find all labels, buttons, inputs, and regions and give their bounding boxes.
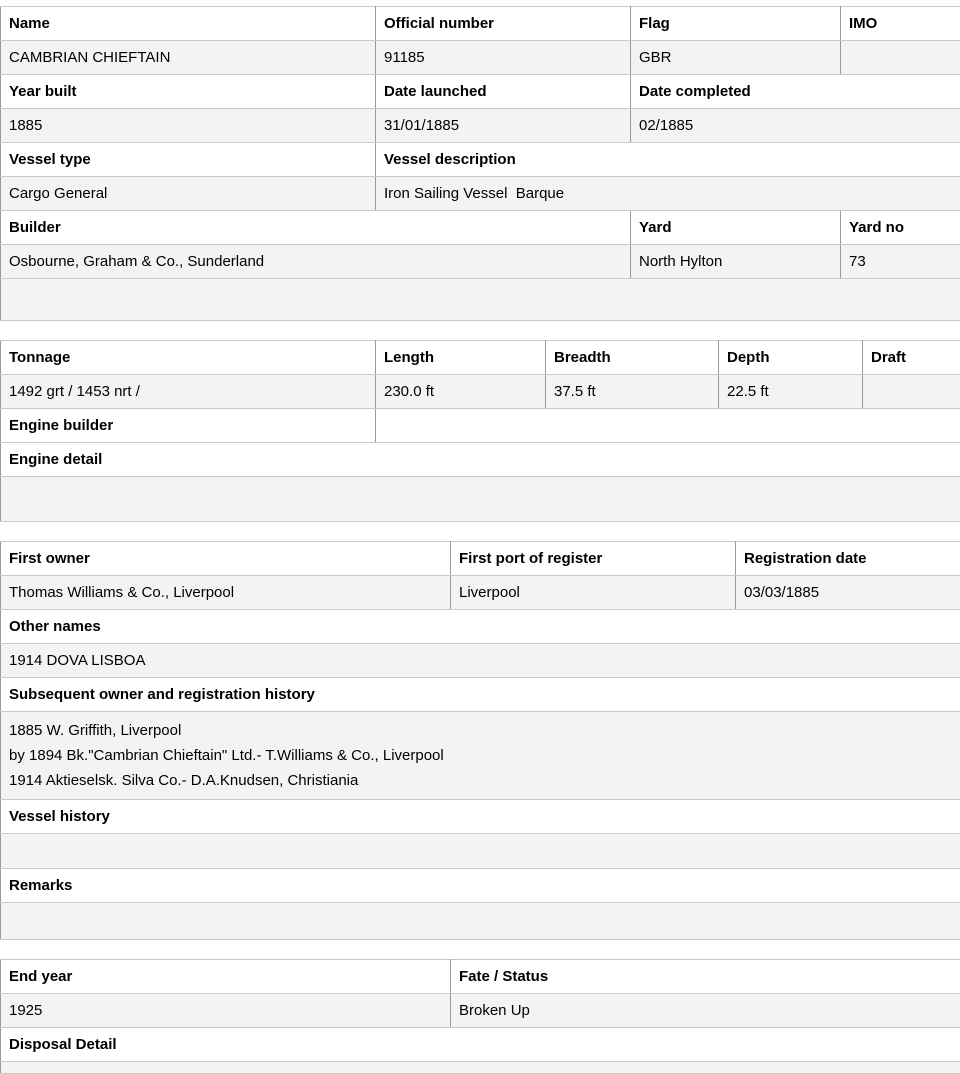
table-row — [1, 834, 960, 869]
first-owner-value: Thomas Williams & Co., Liverpool — [1, 576, 451, 610]
subsequent-owner-value — [1, 712, 960, 800]
table-row — [1, 279, 960, 321]
vessel-type-value: Cargo General — [1, 177, 376, 211]
date-launched-header: Date launched — [376, 75, 631, 109]
length-header: Length — [376, 341, 546, 375]
draft-value — [863, 375, 960, 409]
table-row — [1, 542, 960, 576]
disposal-detail-header: Disposal Detail — [1, 1028, 960, 1062]
subsequent-owner-line: 1885 W. Griffith, Liverpool — [9, 718, 952, 743]
date-completed-header: Date completed — [631, 75, 960, 109]
table-row — [1, 644, 960, 678]
table-row — [1, 109, 960, 143]
subsequent-owner-line: by 1894 Bk."Cambrian Chieftain" Ltd.- T.Williams & Co., Liverpool — [9, 743, 952, 768]
name-value: CAMBRIAN CHIEFTAIN — [1, 41, 376, 75]
vessel-type-header: Vessel type — [1, 143, 376, 177]
flag-value: GBR — [631, 41, 841, 75]
remarks-value — [1, 903, 960, 940]
table-row — [1, 869, 960, 903]
end-year-header: End year — [1, 960, 451, 994]
table-row — [1, 409, 960, 443]
fate-status-header: Fate / Status — [451, 960, 960, 994]
tonnage-value: 1492 grt / 1453 nrt / — [1, 375, 376, 409]
official-number-header: Official number — [376, 7, 631, 41]
table-row — [1, 477, 960, 522]
engine-builder-header: Engine builder — [1, 409, 376, 443]
builder-header: Builder — [1, 211, 631, 245]
depth-value: 22.5 ft — [719, 375, 863, 409]
draft-header: Draft — [863, 341, 960, 375]
date-completed-value: 02/1885 — [631, 109, 960, 143]
table-row — [1, 211, 960, 245]
yard-value: North Hylton — [631, 245, 841, 279]
breadth-value: 37.5 ft — [546, 375, 719, 409]
fate-status-value: Broken Up — [451, 994, 960, 1028]
subsequent-owner-header: Subsequent owner and registration history — [1, 678, 960, 712]
depth-header: Depth — [719, 341, 863, 375]
empty-row — [1, 279, 960, 321]
vessel-dimensions-table — [0, 340, 960, 522]
official-number-value: 91185 — [376, 41, 631, 75]
table-row — [1, 994, 960, 1028]
table-row — [1, 800, 960, 834]
flag-header: Flag — [631, 7, 841, 41]
vessel-description-header: Vessel description — [376, 143, 960, 177]
first-port-value: Liverpool — [451, 576, 736, 610]
imo-value — [841, 41, 960, 75]
vessel-description-value: Iron Sailing Vessel Barque — [376, 177, 960, 211]
builder-value: Osbourne, Graham & Co., Sunderland — [1, 245, 631, 279]
engine-detail-value — [1, 477, 960, 522]
engine-detail-header: Engine detail — [1, 443, 960, 477]
vessel-ownership-table — [0, 541, 960, 940]
other-names-value: 1914 DOVA LISBOA — [1, 644, 960, 678]
table-row — [1, 678, 960, 712]
end-year-value: 1925 — [1, 994, 451, 1028]
tonnage-header: Tonnage — [1, 341, 376, 375]
name-header: Name — [1, 7, 376, 41]
table-row — [1, 443, 960, 477]
other-names-header: Other names — [1, 610, 960, 644]
year-built-header: Year built — [1, 75, 376, 109]
vessel-identity-table — [0, 6, 960, 321]
year-built-value: 1885 — [1, 109, 376, 143]
table-row — [1, 960, 960, 994]
registration-date-value: 03/03/1885 — [736, 576, 960, 610]
table-row — [1, 341, 960, 375]
table-row — [1, 576, 960, 610]
yard-no-value: 73 — [841, 245, 960, 279]
table-row — [1, 245, 960, 279]
table-row — [1, 75, 960, 109]
engine-builder-value — [376, 409, 960, 443]
vessel-history-header: Vessel history — [1, 800, 960, 834]
breadth-header: Breadth — [546, 341, 719, 375]
table-row — [1, 7, 960, 41]
table-row — [1, 41, 960, 75]
table-row — [1, 143, 960, 177]
first-owner-header: First owner — [1, 542, 451, 576]
table-row — [1, 610, 960, 644]
first-port-header: First port of register — [451, 542, 736, 576]
table-row — [1, 375, 960, 409]
yard-no-header: Yard no — [841, 211, 960, 245]
yard-header: Yard — [631, 211, 841, 245]
vessel-history-value — [1, 834, 960, 869]
table-row — [1, 712, 960, 800]
date-launched-value: 31/01/1885 — [376, 109, 631, 143]
imo-header: IMO — [841, 7, 960, 41]
disposal-detail-value — [1, 1062, 960, 1074]
table-row — [1, 903, 960, 940]
table-row — [1, 1028, 960, 1062]
subsequent-owner-line: 1914 Aktieselsk. Silva Co.- D.A.Knudsen, Christiania — [9, 768, 952, 793]
table-row — [1, 1062, 960, 1074]
table-row — [1, 177, 960, 211]
remarks-header: Remarks — [1, 869, 960, 903]
registration-date-header: Registration date — [736, 542, 960, 576]
length-value: 230.0 ft — [376, 375, 546, 409]
